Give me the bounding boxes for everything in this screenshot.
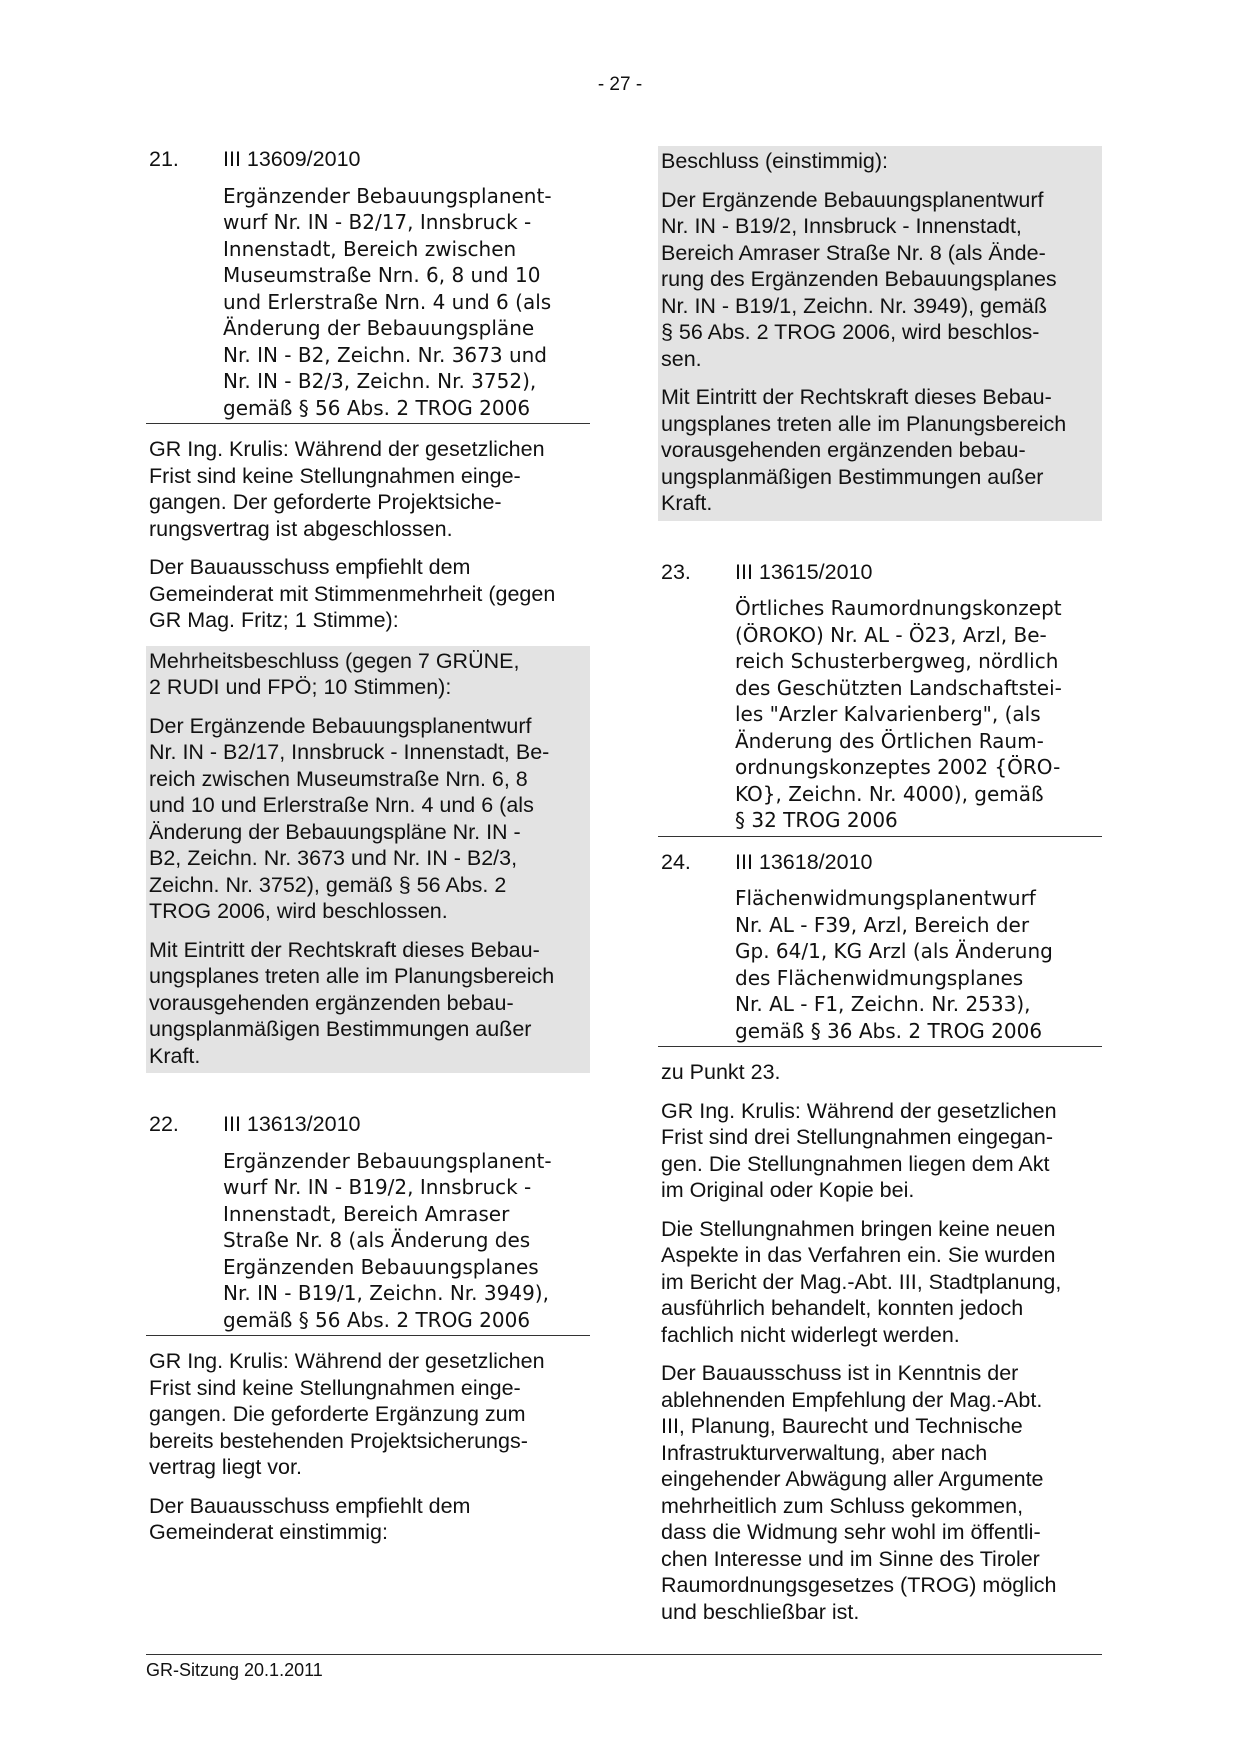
- text-line: Nr. IN - B2, Zeichn. Nr. 3673 und: [223, 342, 548, 367]
- text-line: gemäß § 36 Abs. 2 TROG 2006: [735, 1018, 1043, 1043]
- text-line: Ergänzender Bebauungsplanent-: [223, 183, 552, 208]
- item-number: 23.: [661, 559, 691, 584]
- text-line: dass die Widmung sehr wohl im öffentli-: [661, 1520, 1041, 1544]
- text-line: gangen. Der geforderte Projektsiche-: [149, 490, 502, 514]
- text-line: Aspekte in das Verfahren ein. Sie wurden: [661, 1243, 1056, 1267]
- text-line: Nr. IN - B19/1, Zeichn. Nr. 3949), gemäß: [661, 293, 1047, 318]
- text-line: fachlich nicht widerlegt werden.: [661, 1322, 960, 1347]
- text-line: Änderung der Bebauungspläne Nr. IN -: [149, 819, 521, 844]
- right-column: [658, 146, 1102, 1637]
- text-line: bereits bestehenden Projektsicherungs-: [149, 1428, 528, 1453]
- text-line: ordnungskonzeptes 2002 {ÖRO-: [735, 755, 1061, 779]
- text-line: sen.: [661, 346, 702, 371]
- text-line: Änderung der Bebauungspläne: [223, 316, 535, 340]
- text-line: Innenstadt, Bereich Amraser: [223, 1201, 510, 1226]
- item-title: [146, 1148, 590, 1334]
- text-line: Die Stellungnahmen bringen keine neuen: [661, 1216, 1056, 1241]
- text-line: Örtliches Raumordnungskonzept: [735, 596, 1062, 620]
- text-line: wurf Nr. IN - B19/2, Innsbruck -: [223, 1175, 532, 1199]
- paragraph: [146, 1493, 590, 1546]
- text-line: Nr. IN - B19/1, Zeichn. Nr. 3949),: [223, 1281, 549, 1305]
- text-line: Gemeinderat einstimmig:: [149, 1520, 388, 1544]
- item-title: [146, 183, 590, 422]
- left-column: [146, 146, 590, 1558]
- text-line: gen. Die Stellungnahmen liegen dem Akt: [661, 1151, 1050, 1176]
- text-line: des Flächenwidmungsplanes: [735, 965, 1024, 990]
- agenda-item-22: [146, 1111, 590, 1336]
- text-line: Der Bauausschuss empfiehlt dem: [149, 555, 471, 579]
- paragraph: [146, 1348, 590, 1481]
- item-reference: III 13618/2010: [735, 849, 873, 874]
- item-reference: III 13613/2010: [223, 1112, 361, 1136]
- agenda-item-21: [146, 146, 590, 424]
- paragraph: [146, 436, 590, 542]
- text-line: Infrastrukturverwaltung, aber nach: [661, 1440, 988, 1465]
- paragraph: [146, 554, 590, 634]
- text-line: Kraft.: [149, 1043, 201, 1068]
- text-line: Kraft.: [661, 491, 713, 515]
- text-line: Straße Nr. 8 (als Änderung des: [223, 1228, 531, 1252]
- text-line: Raumordnungsgesetzes (TROG) möglich: [661, 1573, 1057, 1597]
- text-line: Frist sind keine Stellungnahmen einge-: [149, 1375, 521, 1400]
- text-line: vorausgehenden ergänzenden bebau-: [149, 990, 514, 1015]
- text-line: gemäß § 56 Abs. 2 TROG 2006: [223, 1307, 531, 1332]
- text-line: Nr. AL - F1, Zeichn. Nr. 2533),: [735, 992, 1031, 1016]
- text-line: (ÖROKO) Nr. AL - Ö23, Arzl, Be-: [735, 622, 1047, 647]
- item-title: [658, 595, 1102, 834]
- text-line: KO}, Zeichn. Nr. 4000), gemäß: [735, 781, 1044, 806]
- text-line: ungsplanes treten alle im Planungsbereich: [149, 964, 555, 988]
- text-line: ungsplanmäßigen Bestimmungen außer: [149, 1017, 532, 1041]
- text-line: rungsvertrag ist abgeschlossen.: [149, 516, 453, 541]
- text-line: GR Mag. Fritz; 1 Stimme):: [149, 608, 399, 632]
- text-line: gangen. Die geforderte Ergänzung zum: [149, 1402, 526, 1426]
- resolution-text: [146, 713, 590, 925]
- text-line: les "Arzler Kalvarienberg", (als: [735, 702, 1041, 726]
- text-line: ungsplanmäßigen Bestimmungen außer: [661, 464, 1044, 489]
- resolution-heading: [658, 148, 1102, 175]
- text-line: Innenstadt, Bereich zwischen: [223, 236, 517, 261]
- text-line: Ergänzender Bebauungsplanent-: [223, 1148, 552, 1173]
- text-line: Gp. 64/1, KG Arzl (als Änderung: [735, 939, 1053, 963]
- text-line: III, Planung, Baurecht und Technische: [661, 1414, 1023, 1438]
- resolution-heading: [146, 648, 590, 701]
- resolution-text: [658, 187, 1102, 373]
- footer-text: GR-Sitzung 20.1.2011: [146, 1660, 323, 1680]
- text-line: zu Punkt 23.: [661, 1060, 781, 1084]
- resolution-text: [658, 384, 1102, 517]
- text-line: ablehnenden Empfehlung der Mag.-Abt.: [661, 1387, 1043, 1412]
- text-line: ausführlich behandelt, konnten jedoch: [661, 1296, 1024, 1320]
- text-line: und 10 und Erlerstraße Nrn. 4 und 6 (als: [149, 793, 534, 817]
- text-line: vorausgehenden ergänzenden bebau-: [661, 438, 1026, 462]
- text-line: GR Ing. Krulis: Während der gesetzlichen: [149, 1349, 545, 1373]
- text-line: Der Ergänzende Bebauungsplanentwurf: [661, 187, 1044, 212]
- text-line: Zeichn. Nr. 3752), gemäß § 56 Abs. 2: [149, 872, 507, 897]
- text-line: rung des Ergänzenden Bebauungsplanes: [661, 267, 1057, 291]
- text-line: und beschließbar ist.: [661, 1599, 860, 1624]
- text-line: Flächenwidmungsplanentwurf: [735, 886, 1036, 910]
- resolution-box: [146, 646, 590, 1074]
- text-line: und Erlerstraße Nrn. 4 und 6 (als: [223, 289, 552, 314]
- text-line: TROG 2006, wird beschlossen.: [149, 899, 448, 923]
- text-line: § 56 Abs. 2 TROG 2006, wird beschlos-: [661, 320, 1040, 344]
- text-line: des Geschützten Landschaftstei-: [735, 675, 1062, 700]
- resolution-text: [146, 937, 590, 1070]
- text-line: GR Ing. Krulis: Während der gesetzlichen: [149, 437, 545, 461]
- paragraph: [658, 1216, 1102, 1349]
- text-line: Nr. IN - B19/2, Innsbruck - Innenstadt,: [661, 214, 1022, 238]
- item-reference: III 13615/2010: [735, 559, 873, 584]
- text-line: vertrag liegt vor.: [149, 1455, 302, 1479]
- item-number: 22.: [149, 1112, 179, 1136]
- text-line: GR Ing. Krulis: Während der gesetzlichen: [661, 1098, 1057, 1123]
- text-line: Mit Eintritt der Rechtskraft dieses Bebau-: [149, 937, 540, 962]
- text-line: Mit Eintritt der Rechtskraft dieses Bebau-: [661, 385, 1052, 409]
- text-line: Beschluss (einstimmig):: [661, 149, 888, 173]
- text-line: Frist sind keine Stellungnahmen einge-: [149, 463, 521, 488]
- text-line: Nr. IN - B2/17, Innsbruck - Innenstadt, Be-: [149, 740, 550, 764]
- text-line: Frist sind drei Stellungnahmen eingegan-: [661, 1125, 1054, 1149]
- agenda-item-24: [658, 849, 1102, 1048]
- text-line: im Original oder Kopie bei.: [661, 1178, 915, 1202]
- footer: [146, 1654, 1102, 1680]
- text-line: Nr. IN - B2/3, Zeichn. Nr. 3752),: [223, 369, 537, 393]
- text-line: reich zwischen Museumstraße Nrn. 6, 8: [149, 766, 528, 791]
- text-line: chen Interesse und im Sinne des Tiroler: [661, 1546, 1040, 1571]
- text-line: Bereich Amraser Straße Nr. 8 (als Ände-: [661, 240, 1046, 265]
- text-line: eingehender Abwägung aller Argumente: [661, 1467, 1044, 1491]
- resolution-box: [658, 146, 1102, 521]
- paragraph: [658, 1059, 1102, 1086]
- text-line: B2, Zeichn. Nr. 3673 und Nr. IN - B2/3,: [149, 846, 518, 870]
- text-line: 2 RUDI und FPÖ; 10 Stimmen):: [149, 675, 452, 699]
- text-line: ungsplanes treten alle im Planungsbereich: [661, 411, 1067, 436]
- text-line: Museumstraße Nrn. 6, 8 und 10: [223, 263, 541, 287]
- text-line: § 32 TROG 2006: [735, 808, 898, 832]
- page-number: - 27 -: [597, 74, 643, 95]
- paragraph: [658, 1360, 1102, 1625]
- text-line: wurf Nr. IN - B2/17, Innsbruck -: [223, 210, 532, 234]
- text-line: Mehrheitsbeschluss (gegen 7 GRÜNE,: [149, 648, 520, 673]
- text-line: Änderung des Örtlichen Raum-: [735, 728, 1044, 753]
- text-line: reich Schusterbergweg, nördlich: [735, 649, 1059, 673]
- item-reference: III 13609/2010: [223, 147, 361, 171]
- item-number: 24.: [661, 849, 691, 874]
- text-line: im Bericht der Mag.-Abt. III, Stadtplanung,: [661, 1269, 1062, 1294]
- text-line: gemäß § 56 Abs. 2 TROG 2006: [223, 395, 531, 420]
- item-number: 21.: [149, 147, 179, 171]
- text-line: Der Bauausschuss ist in Kenntnis der: [661, 1361, 1019, 1385]
- text-line: mehrheitlich zum Schluss gekommen,: [661, 1493, 1024, 1518]
- text-line: Der Bauausschuss empfiehlt dem: [149, 1493, 471, 1518]
- agenda-item-23: [658, 559, 1102, 837]
- paragraph: [658, 1098, 1102, 1204]
- text-line: Der Ergänzende Bebauungsplanentwurf: [149, 713, 532, 738]
- text-line: Ergänzenden Bebauungsplanes: [223, 1254, 539, 1279]
- text-line: Nr. AL - F39, Arzl, Bereich der: [735, 912, 1030, 937]
- text-line: Gemeinderat mit Stimmenmehrheit (gegen: [149, 581, 556, 606]
- item-title: [658, 885, 1102, 1044]
